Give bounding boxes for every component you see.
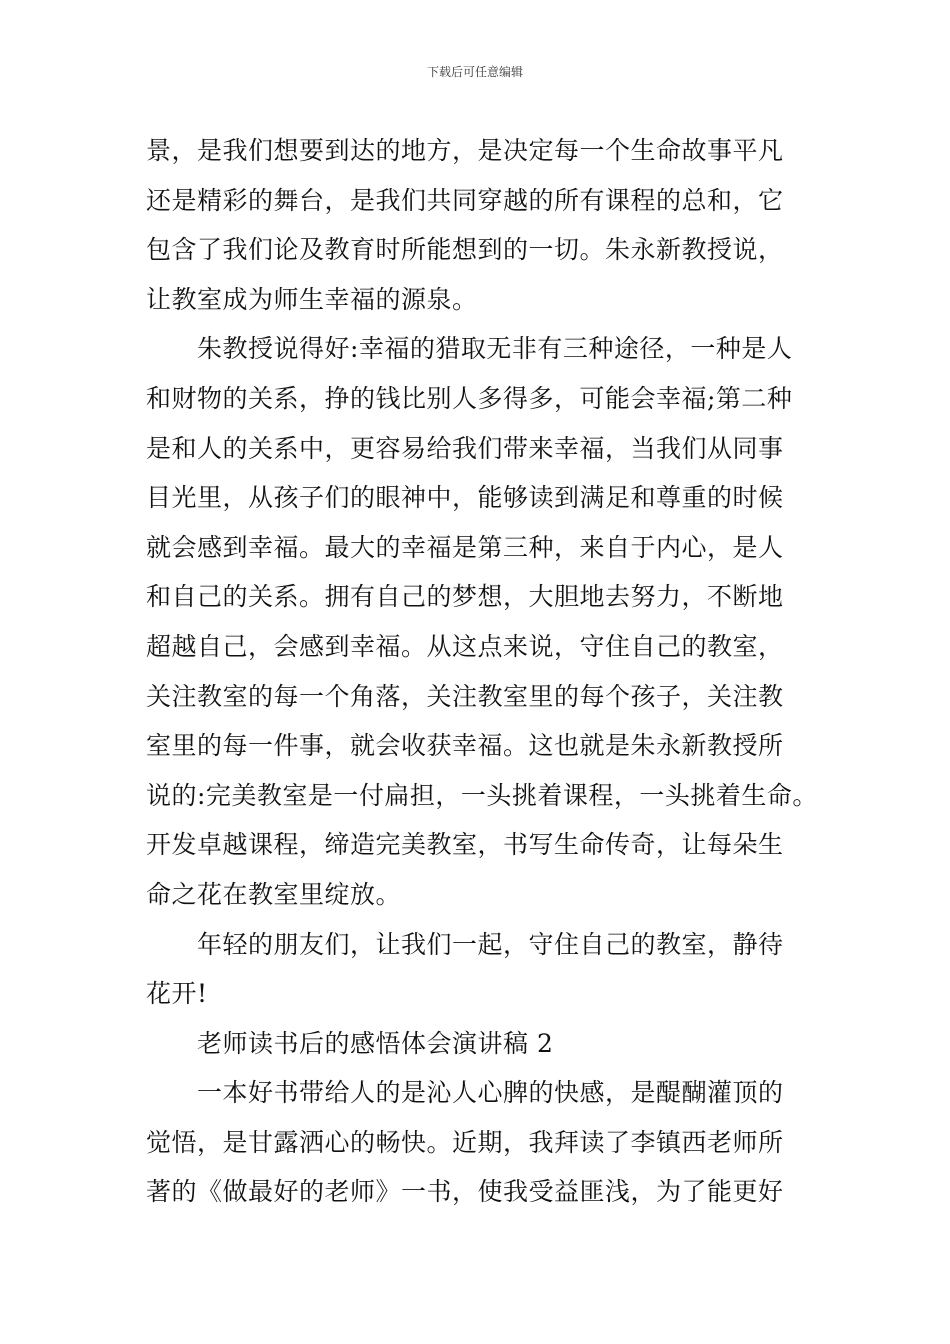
text-line: 命之花在教室里绽放。 [146,879,402,909]
text-line: 一本好书带给人的是沁人心脾的快感，是醍醐灌顶的 [146,1078,784,1108]
text-line: 朱教授说得好:幸福的猎取无非有三种途径，一种是人 [146,334,793,364]
document-body [146,126,826,1217]
text-line: 目光里，从孩子们的眼神中，能够读到满足和尊重的时候 [146,483,784,513]
text-line: 觉悟，是甘露洒心的畅快。近期，我拜读了李镇西老师所 [146,1127,784,1157]
text-line: 和自己的关系。拥有自己的梦想，大胆地去努力，不断地 [146,582,784,612]
section-heading: 老师读书后的感悟体会演讲稿 2 [146,1028,554,1058]
page-header: 下载后可任意编辑 [426,65,523,79]
text-line: 景，是我们想要到达的地方，是决定每一个生命故事平凡 [146,136,784,165]
text-line: 和财物的关系，挣的钱比别人多得多，可能会幸福;第二种 [146,383,793,413]
text-line: 包含了我们论及教育时所能想到的一切。朱永新教授说， [146,235,784,265]
text-line: 年轻的朋友们，让我们一起，守住自己的教室，静待 [146,929,784,959]
text-line: 是和人的关系中，更容易给我们带来幸福，当我们从同事 [146,433,784,463]
text-line: 关注教室的每一个角落，关注教室里的每个孩子，关注教 [146,681,784,711]
text-line: 说的:完美教室是一付扁担，一头挑着课程，一头挑着生命。 [146,780,818,810]
text-line: 花开! [146,979,208,1009]
text-line: 著的《做最好的老师》一书，使我受益匪浅，为了能更好 [146,1177,784,1207]
text-line: 开发卓越课程，缔造完美教室，书写生命传奇，让每朵生 [146,830,784,860]
text-line: 还是精彩的舞台，是我们共同穿越的所有课程的总和，它 [146,185,784,215]
text-line: 就会感到幸福。最大的幸福是第三种，来自于内心，是人 [146,532,784,562]
text-line: 让教室成为师生幸福的源泉。 [146,284,478,314]
text-line: 室里的每一件事，就会收获幸福。这也就是朱永新教授所 [146,731,784,761]
text-line: 超越自己，会感到幸福。从这点来说，守住自己的教室， [146,631,784,661]
